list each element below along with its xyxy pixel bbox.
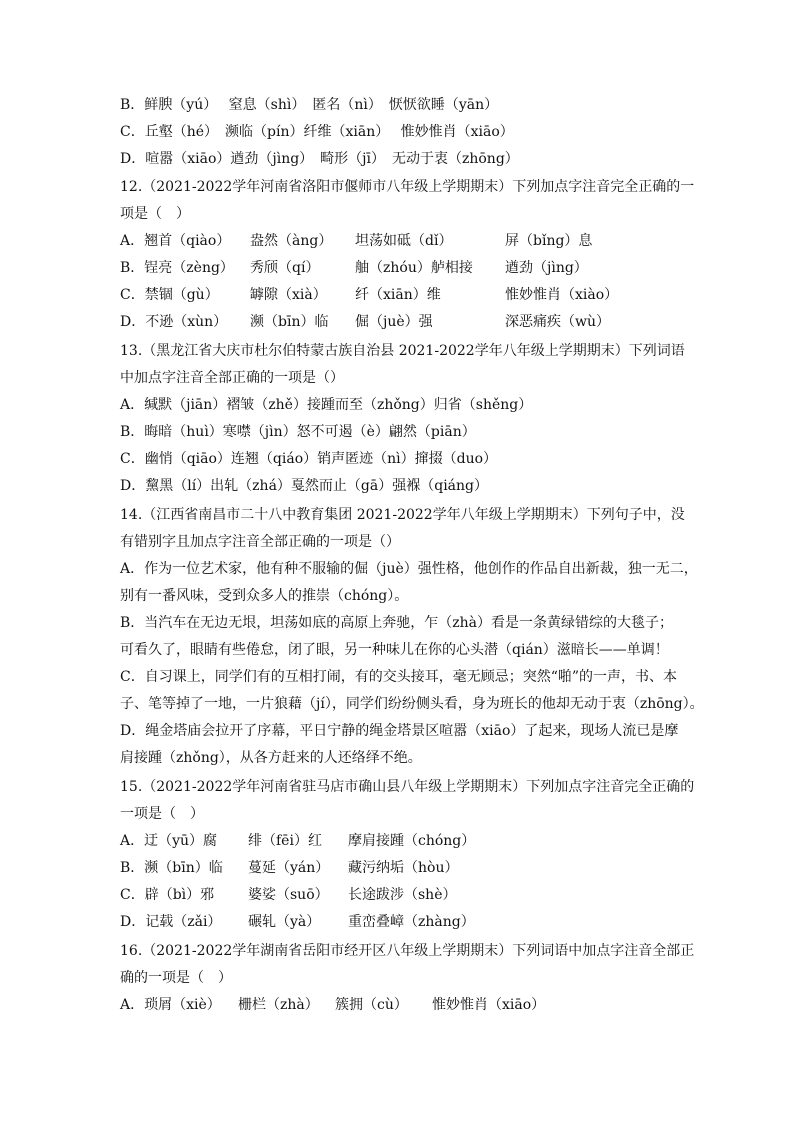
q12-c-item-1: C．禁锢（gù） [120, 287, 219, 303]
q12-b-item-2: 秀颀（qí） [250, 260, 320, 276]
q13-option-a: A．缄默（jiān）褶皱（zhě）接踵而至（zhǒng）归省（shěng） [120, 397, 533, 413]
q11-option-b: B．鲜腴（yú） 窒息（shì） 匿名（nì） 恹恹欲睡（yān） [120, 97, 499, 113]
q16-a-item-3: 簇拥（cù） [335, 997, 408, 1013]
q12-b-item-3: 舳（zhóu）舻相接 [355, 260, 473, 276]
q15-d-item-1: D．记载（zǎi） [120, 914, 222, 930]
q14-option-c-line-2: 子、笔等掉了一地，一片狼藉（jí），同学们纷纷侧头看，身为班长的他却无动于衷（zhōng）。 [120, 696, 704, 712]
q13-stem-line-2: 中加点字注音全部正确的一项是（） [120, 370, 344, 386]
q14-option-b-line-1: B．当汽车在无边无垠，坦荡如底的高原上奔驰，乍（zhà）看是一条黄绿错综的大毯子； [120, 615, 674, 631]
q16-stem-line-1: 16.（2021-2022学年湖南省岳阳市经开区八年级上学期期末）下列词语中加点字注音全部正 [120, 943, 695, 959]
q12-c-item-3: 纤（xiān）维 [355, 287, 441, 303]
q15-stem-line-2: 一项是（ ） [120, 806, 204, 822]
q12-stem-line-1: 12.（2021-2022学年河南省洛阳市偃师市八年级上学期期末）下列加点字注音完全正确的一 [120, 179, 695, 195]
q14-option-a-line-1: A．作为一位艺术家，他有种不服输的倔（juè）强性格，他创作的作品自出新裁，独一无二， [120, 561, 698, 577]
q15-a-item-3: 摩肩接踵（chóng） [348, 833, 476, 849]
q13-option-b: B．晦暗（huì）寒噤（jìn）怒不可遏（è）翩然（piān） [120, 424, 476, 440]
q12-c-item-4: 惟妙惟肖（xiào） [505, 287, 619, 303]
q12-stem-line-2: 项是（ ） [120, 206, 190, 222]
q12-a-item-1: A．翘首（qiào） [120, 233, 231, 249]
q13-option-d: D．黧黑（lí）出轧（zhá）戛然而止（gā）强褓（qiáng） [120, 478, 488, 494]
q15-c-item-2: 婆娑（suō） [248, 887, 329, 903]
q12-a-item-4: 屏（bǐng）息 [505, 233, 593, 249]
q16-a-item-1: A．琐屑（xiè） [120, 997, 221, 1013]
q12-b-item-4: 遒劲（jìng） [505, 260, 588, 276]
q15-d-item-2: 碾轧（yà） [248, 914, 321, 930]
q16-a-item-4: 惟妙惟肖（xiāo） [432, 997, 546, 1013]
q15-c-item-3: 长途跋涉（shè） [348, 887, 457, 903]
q12-d-item-4: 深恶痛疾（wù） [505, 314, 610, 330]
q13-option-c: C．幽悄（qiāo）连翘（qiáo）销声匿迹（nì）撺掇（duo） [120, 451, 498, 467]
q12-d-item-3: 倔（juè）强 [355, 314, 433, 330]
q14-option-d-line-1: D．绳金塔庙会拉开了序幕，平日宁静的绳金塔景区喧嚣（xiāo）了起来，现场人流已是摩 [120, 723, 679, 739]
q12-d-item-1: D．不逊（xùn） [120, 314, 228, 330]
q11-option-c: C．丘壑（hé） 濒临（pín）纤维（xiān） 惟妙惟肖（xiāo） [120, 124, 514, 140]
q15-c-item-1: C．辟（bì）邪 [120, 887, 215, 903]
q15-a-item-1: A．迂（yū）腐 [120, 833, 218, 849]
q12-d-item-2: 濒（bīn）临 [250, 314, 329, 330]
q12-a-item-2: 盎然（àng） [250, 233, 333, 249]
q12-c-item-2: 罅隙（xià） [250, 287, 327, 303]
q14-stem-line-2: 有错别字且加点字注音全部正确的一项是（） [120, 534, 400, 550]
q12-b-item-1: B．锃亮（zèng） [120, 260, 234, 276]
q11-option-d: D．喧嚣（xiāo）遒劲（jìng） 畸形（jī） 无动于衷（zhōng） [120, 151, 519, 167]
q15-b-item-2: 蔓延（yán） [248, 860, 330, 876]
q15-d-item-3: 重峦叠嶂（zhàng） [348, 914, 475, 930]
q14-stem-line-1: 14.（江西省南昌市二十八中教育集团 2021-2022学年八年级上学期期末）下列句子中，没 [120, 507, 685, 523]
q15-b-item-3: 藏污纳垢（hòu） [348, 860, 459, 876]
q14-option-a-line-2: 别有一番风味，受到众多人的推崇（chóng）。 [120, 588, 409, 604]
q14-option-c-line-1: C．自习课上，同学们有的互相打闹，有的交头接耳，毫无顾忌；突然“啪”的一声，书、本 [120, 669, 678, 685]
q13-stem-line-1: 13.（黑龙江省大庆市杜尔伯特蒙古族自治县 2021-2022学年八年级上学期期末）下列词语 [120, 343, 685, 359]
q12-a-item-3: 坦荡如砥（dǐ） [355, 233, 453, 249]
q14-option-b-line-2: 可看久了，眼睛有些倦怠，闭了眼，另一种味儿在你的心头潜（qián）滋暗长——单调！ [120, 642, 669, 658]
q14-option-d-line-2: 肩接踵（zhǒng），从各方赶来的人还络绎不绝。 [120, 750, 422, 766]
q15-b-item-1: B．濒（bīn）临 [120, 860, 223, 876]
q16-a-item-2: 栅栏（zhà） [238, 997, 319, 1013]
q16-stem-line-2: 确的一项是（ ） [120, 970, 232, 986]
q15-a-item-2: 绯（fēi）红 [248, 833, 322, 849]
q15-stem-line-1: 15.（2021-2022学年河南省驻马店市确山县八年级上学期期末）下列加点字注音完全正确的 [120, 779, 695, 795]
